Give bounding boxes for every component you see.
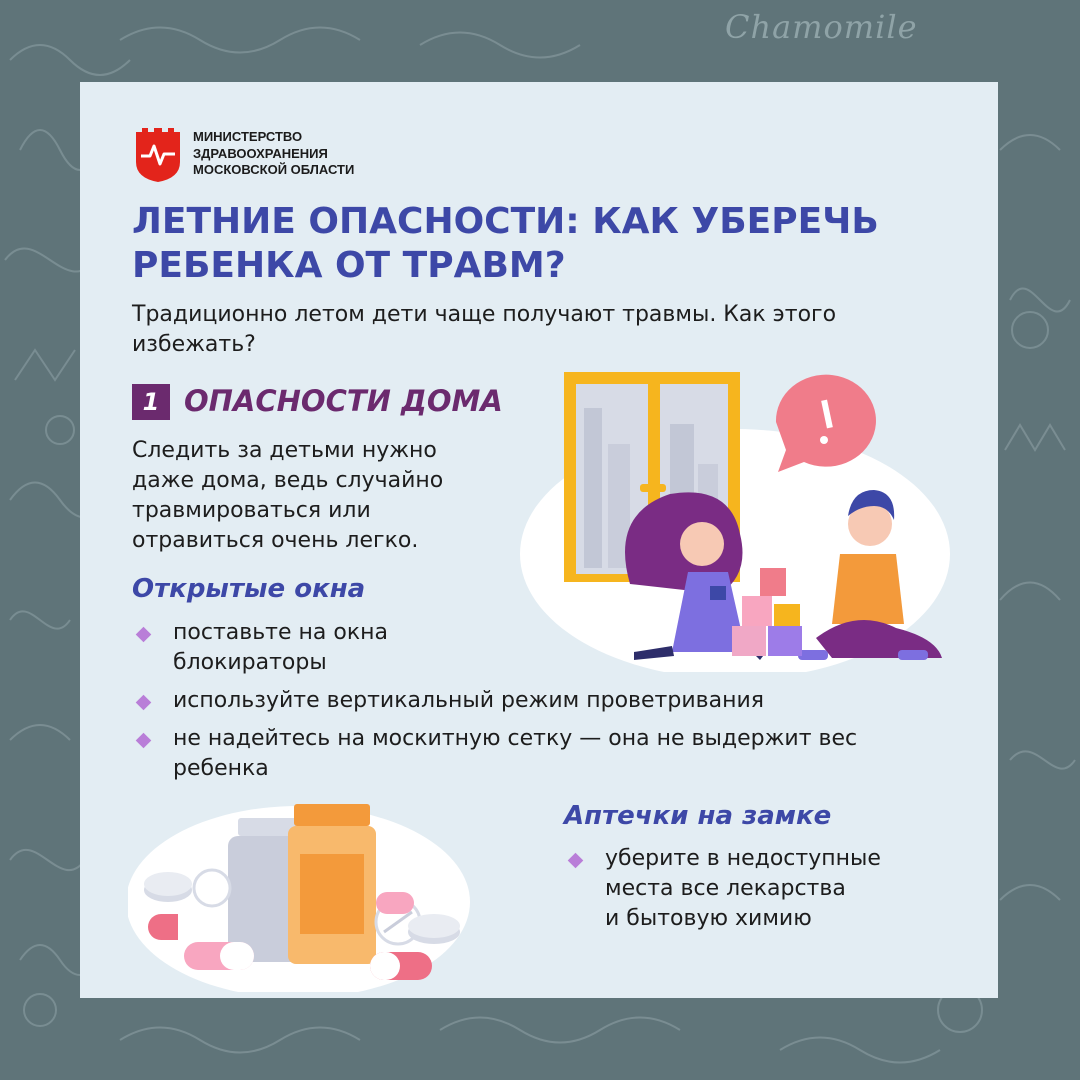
diamond-bullet-icon: [136, 733, 152, 749]
list-item-line: ребенка: [173, 756, 269, 781]
children-window-illustration: [520, 364, 950, 672]
open-windows-heading: Открытые окна: [132, 574, 366, 604]
diamond-bullet-icon: [136, 695, 152, 711]
intro-line: Традиционно летом дети чаще получают травмы. Как этого: [132, 302, 837, 327]
section-text-line: даже дома, ведь случайно: [132, 468, 444, 493]
list-item: [132, 724, 857, 784]
section-text-line: Следить за детьми нужно: [132, 438, 437, 463]
page-title: [132, 200, 992, 288]
ministry-name: [193, 129, 354, 179]
intro-line: избежать?: [132, 332, 256, 357]
section-number-badge: 1: [132, 384, 170, 420]
medicine-cabinet-list: [564, 844, 881, 942]
infographic-card: [80, 82, 998, 998]
section-description: [132, 436, 443, 556]
title-line: РЕБЕНКА ОТ ТРАВМ?: [132, 245, 566, 286]
list-item-line: не надейтесь на москитную сетку — она не выдержит вес: [173, 726, 858, 751]
list-item: [132, 686, 857, 716]
medicine-cabinet-heading: Аптечки на замке: [564, 801, 832, 831]
list-item: [564, 844, 881, 934]
ministry-line: МОСКОВСКОЙ ОБЛАСТИ: [193, 162, 355, 177]
section-text-line: отравиться очень легко.: [132, 528, 419, 553]
diamond-bullet-icon: [568, 853, 584, 869]
list-item-line: и бытовую химию: [605, 906, 812, 931]
title-line: ЛЕТНИЕ ОПАСНОСТИ: КАК УБЕРЕЧЬ: [132, 201, 879, 242]
medicine-pills-illustration: [128, 782, 488, 992]
moscow-region-heartbeat-shield-icon: [134, 126, 182, 182]
section-text-line: травмироваться или: [132, 498, 371, 523]
list-item-line: поставьте на окна: [173, 620, 388, 645]
intro-text: [132, 300, 932, 360]
diamond-bullet-icon: [136, 627, 152, 643]
list-item-line: уберите в недоступные: [605, 846, 881, 871]
ministry-line: ЗДРАВООХРАНЕНИЯ: [193, 145, 328, 161]
list-item-line: используйте вертикальный режим проветривания: [173, 688, 765, 713]
list-item-line: блокираторы: [173, 650, 327, 675]
ministry-line: МИНИСТЕРСТВО: [193, 129, 303, 144]
section-title: ОПАСНОСТИ ДОМА: [184, 384, 503, 418]
list-item-line: места все лекарства: [605, 876, 846, 901]
background-script-word: Chamomile: [725, 8, 918, 46]
